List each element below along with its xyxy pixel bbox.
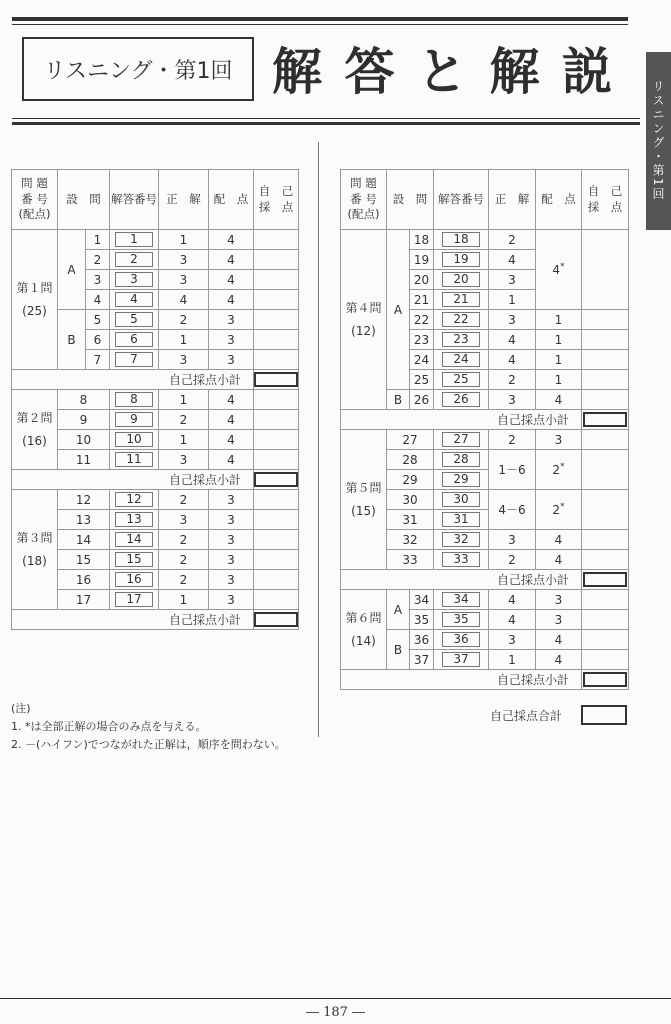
answer-cell: 2 [110,250,159,270]
correct-answer: 2 [159,550,209,570]
answer-cell: 5 [110,310,159,330]
subtotal-box[interactable] [582,670,629,690]
answer-cell: 22 [434,310,489,330]
correct-answer: 3 [489,630,536,650]
col-points: 配 点 [209,170,254,230]
subtotal-box[interactable] [254,470,299,490]
col-self-score: 自 己 採 点 [582,170,629,230]
answer-cell: 37 [434,650,489,670]
point-value: 1 [536,310,582,330]
correct-answer: 3 [159,250,209,270]
point-value: 4 [209,450,254,470]
answer-cell: 1 [110,230,159,250]
header-bottom-rule-thick [12,122,640,125]
correct-answer: 1 [489,650,536,670]
correct-answer: 2 [159,570,209,590]
answer-cell: 11 [110,450,159,470]
point-value: 3 [209,310,254,330]
self-score-cell[interactable] [254,490,299,510]
item-no: 15 [58,550,110,570]
header-row [341,170,629,230]
correct-answer: 3 [159,450,209,470]
point-value: 4 [209,270,254,290]
item-no: 18 [410,230,434,250]
answer-cell: 34 [434,590,489,610]
point-value: 3 [209,510,254,530]
self-score-cell[interactable] [254,270,299,290]
subtotal-box[interactable] [582,410,629,430]
section-a: A [58,230,86,310]
subtotal-label: 自己採点小計 [12,370,254,390]
correct-answer: 1－6 [489,450,536,490]
answer-cell: 7 [110,350,159,370]
point-value: 3 [536,590,582,610]
self-score-cell[interactable] [254,310,299,330]
item-no: 35 [410,610,434,630]
item-no: 3 [86,270,110,290]
header-row [12,170,299,230]
section-a: A [387,590,410,630]
header-bottom-rule [12,118,640,119]
point-value: 4 [209,290,254,310]
answer-cell: 33 [434,550,489,570]
point-value: 4 [536,390,582,410]
subtotal-label: 自己採点小計 [341,410,582,430]
correct-answer: 2 [159,530,209,550]
top-rule-thin [12,24,628,25]
point-value: 3 [209,330,254,350]
subtotal-row [341,410,629,430]
answer-cell: 13 [110,510,159,530]
col-points: 配 点 [536,170,582,230]
total-label: 自己採点合計 [490,709,563,723]
answer-cell: 28 [434,450,489,470]
self-score-cell[interactable] [254,510,299,530]
item-no: 12 [58,490,110,510]
correct-answer: 4 [489,330,536,350]
point-value: 4 [536,530,582,550]
point-value: 4 [536,630,582,650]
self-score-cell[interactable] [254,330,299,350]
section-label: リスニング・第1回 [43,58,233,84]
correct-answer: 2 [159,490,209,510]
answer-cell: 9 [110,410,159,430]
item-no: 5 [86,310,110,330]
self-score-cell[interactable] [254,250,299,270]
question-label: 第６問 (14) [341,590,387,670]
subtotal-box[interactable] [254,610,299,630]
subtotal-row [341,670,629,690]
col-question: 問 題 番 号 (配点) [341,170,387,230]
item-no: 17 [58,590,110,610]
title-char: 解 [272,43,322,101]
col-correct: 正 解 [489,170,536,230]
answer-cell: 23 [434,330,489,350]
item-no: 16 [58,570,110,590]
answer-cell: 36 [434,630,489,650]
title-char: 解 [489,43,540,101]
point-value: 4 [209,390,254,410]
question-label: 第１問 (25) [12,230,58,370]
correct-answer: 3 [489,310,536,330]
item-no: 27 [387,430,434,450]
section-b: B [387,390,410,410]
self-score-cell[interactable] [254,390,299,410]
table-row [341,430,629,450]
item-no: 1 [86,230,110,250]
subtotal-label: 自己採点小計 [12,470,254,490]
table-row [12,390,299,410]
correct-answer: 4 [489,250,536,270]
table-row [12,490,299,510]
correct-answer: 1 [159,590,209,610]
self-score-cell[interactable] [254,570,299,590]
correct-answer: 4 [489,610,536,630]
correct-answer: 4 [489,350,536,370]
title-char: と [417,43,467,101]
item-no: 26 [410,390,434,410]
point-value: 3 [536,430,582,450]
correct-answer: 3 [489,270,536,290]
correct-answer: 3 [489,390,536,410]
subtotal-label: 自己採点小計 [341,670,582,690]
answer-cell: 17 [110,590,159,610]
point-value: 4 [209,410,254,430]
answer-cell: 31 [434,510,489,530]
answer-cell: 10 [110,430,159,450]
correct-answer: 1 [159,230,209,250]
item-no: 29 [387,470,434,490]
col-correct: 正 解 [159,170,209,230]
subtotal-row [341,570,629,590]
point-value: 3 [209,530,254,550]
self-score-cell[interactable] [582,350,629,370]
item-no: 33 [387,550,434,570]
note-1: 1. *は全部正解の場合のみ点を与える。 [11,720,207,733]
answer-cell: 12 [110,490,159,510]
footer-rule [0,998,671,999]
item-no: 37 [410,650,434,670]
point-value: 4 [209,430,254,450]
col-answer-no: 解答番号 [110,170,159,230]
correct-answer: 2 [159,310,209,330]
point-value: 1 [536,330,582,350]
self-score-cell[interactable] [254,230,299,250]
correct-answer: 3 [159,510,209,530]
self-score-cell[interactable] [582,370,629,390]
answer-cell: 32 [434,530,489,550]
col-self-score: 自 己 採 点 [254,170,299,230]
self-score-cell[interactable] [254,550,299,570]
point-value: 3 [209,490,254,510]
page-number: ― 187 ― [305,1005,366,1020]
correct-answer: 3 [489,530,536,550]
correct-answer: 2 [159,410,209,430]
point-value: 4 [209,250,254,270]
self-score-cell[interactable] [582,530,629,550]
correct-answer: 2 [489,430,536,450]
answer-cell: 15 [110,550,159,570]
answer-cell: 27 [434,430,489,450]
self-score-cell[interactable] [254,410,299,430]
item-no: 30 [387,490,434,510]
item-no: 20 [410,270,434,290]
table-row [341,230,629,250]
answer-cell: 4 [110,290,159,310]
item-no: 21 [410,290,434,310]
subtotal-row [12,470,299,490]
item-no: 10 [58,430,110,450]
correct-answer: 1 [159,330,209,350]
answer-cell: 19 [434,250,489,270]
self-score-cell[interactable] [582,310,629,330]
item-no: 32 [387,530,434,550]
point-value: 3 [536,610,582,630]
self-score-cell[interactable] [582,390,629,410]
answer-cell: 35 [434,610,489,630]
left-answer-table [11,169,299,630]
section-label-box [22,37,254,101]
correct-answer: 1 [159,390,209,410]
table-row [341,590,629,610]
correct-answer: 2 [489,370,536,390]
correct-answer: 4－6 [489,490,536,530]
item-no: 14 [58,530,110,550]
section-b: B [58,310,86,370]
point-value: 1 [536,370,582,390]
title-char: 答 [344,43,395,101]
correct-answer: 1 [159,430,209,450]
item-no: 13 [58,510,110,530]
item-no: 31 [387,510,434,530]
item-no: 19 [410,250,434,270]
col-answer-no: 解答番号 [434,170,489,230]
point-value: 3 [209,570,254,590]
subtotal-box[interactable] [254,370,299,390]
page-title [272,28,612,108]
self-score-cell[interactable] [254,590,299,610]
correct-answer: 3 [159,350,209,370]
item-no: 23 [410,330,434,350]
side-tab: リスニング・第1回 [646,52,671,230]
total-box[interactable] [581,705,627,725]
item-no: 2 [86,250,110,270]
question-label: 第２問 (16) [12,390,58,470]
self-score-cell[interactable] [582,450,629,490]
answer-cell: 21 [434,290,489,310]
correct-answer: 3 [159,270,209,290]
column-divider [318,142,319,737]
self-score-cell[interactable] [254,530,299,550]
point-value: 3 [209,350,254,370]
point-value: 4 [536,650,582,670]
answer-cell: 6 [110,330,159,350]
item-no: 25 [410,370,434,390]
item-no: 6 [86,330,110,350]
item-no: 7 [86,350,110,370]
correct-answer: 1 [489,290,536,310]
point-value: 4 [209,230,254,250]
question-label: 第５問 (15) [341,430,387,570]
self-score-cell[interactable] [582,490,629,530]
group-point-value: 2* [536,450,582,490]
section-a: A [387,230,410,390]
self-score-cell[interactable] [582,630,629,650]
correct-answer: 4 [159,290,209,310]
subtotal-label: 自己採点小計 [12,610,254,630]
item-no: 24 [410,350,434,370]
correct-answer: 4 [489,590,536,610]
correct-answer: 2 [489,550,536,570]
self-score-cell[interactable] [254,450,299,470]
item-no: 9 [58,410,110,430]
point-value: 1 [536,350,582,370]
notes-head: (注) [11,702,31,715]
item-no: 8 [58,390,110,410]
table-row [12,230,299,250]
item-no: 34 [410,590,434,610]
item-no: 36 [410,630,434,650]
point-value: 3 [209,590,254,610]
subtotal-row [12,370,299,390]
answer-cell: 3 [110,270,159,290]
group-point-value: 2* [536,490,582,530]
answer-cell: 26 [434,390,489,410]
answer-cell: 18 [434,230,489,250]
self-score-cell[interactable] [582,230,629,310]
answer-cell: 25 [434,370,489,390]
item-no: 4 [86,290,110,310]
title-char: 説 [562,43,612,101]
self-score-cell[interactable] [582,650,629,670]
group-point-value: 4* [536,230,582,310]
note-2: 2. －(ハイフン)でつながれた正解は，順序を問わない。 [11,738,286,751]
right-answer-table [340,169,629,690]
col-question: 問 題 番 号 (配点) [12,170,58,230]
col-setsumon: 設 問 [387,170,434,230]
self-score-cell[interactable] [254,430,299,450]
self-score-cell[interactable] [582,430,629,450]
question-label: 第３問 (18) [12,490,58,610]
self-score-cell[interactable] [254,350,299,370]
self-score-cell[interactable] [582,550,629,570]
self-score-cell[interactable] [582,610,629,630]
item-no: 22 [410,310,434,330]
point-value: 3 [209,550,254,570]
question-label: 第４問 (12) [341,230,387,410]
self-score-cell[interactable] [254,290,299,310]
col-setsumon: 設 問 [58,170,110,230]
answer-cell: 30 [434,490,489,510]
section-b: B [387,630,410,670]
subtotal-row [12,610,299,630]
answer-cell: 24 [434,350,489,370]
self-score-cell[interactable] [582,330,629,350]
top-rule [12,17,628,21]
subtotal-label: 自己採点小計 [341,570,582,590]
answer-cell: 8 [110,390,159,410]
item-no: 28 [387,450,434,470]
answer-cell: 16 [110,570,159,590]
answer-cell: 14 [110,530,159,550]
self-score-cell[interactable] [582,590,629,610]
answer-cell: 29 [434,470,489,490]
point-value: 4 [536,550,582,570]
item-no: 11 [58,450,110,470]
correct-answer: 2 [489,230,536,250]
subtotal-box[interactable] [582,570,629,590]
answer-cell: 20 [434,270,489,290]
notes [11,700,286,754]
